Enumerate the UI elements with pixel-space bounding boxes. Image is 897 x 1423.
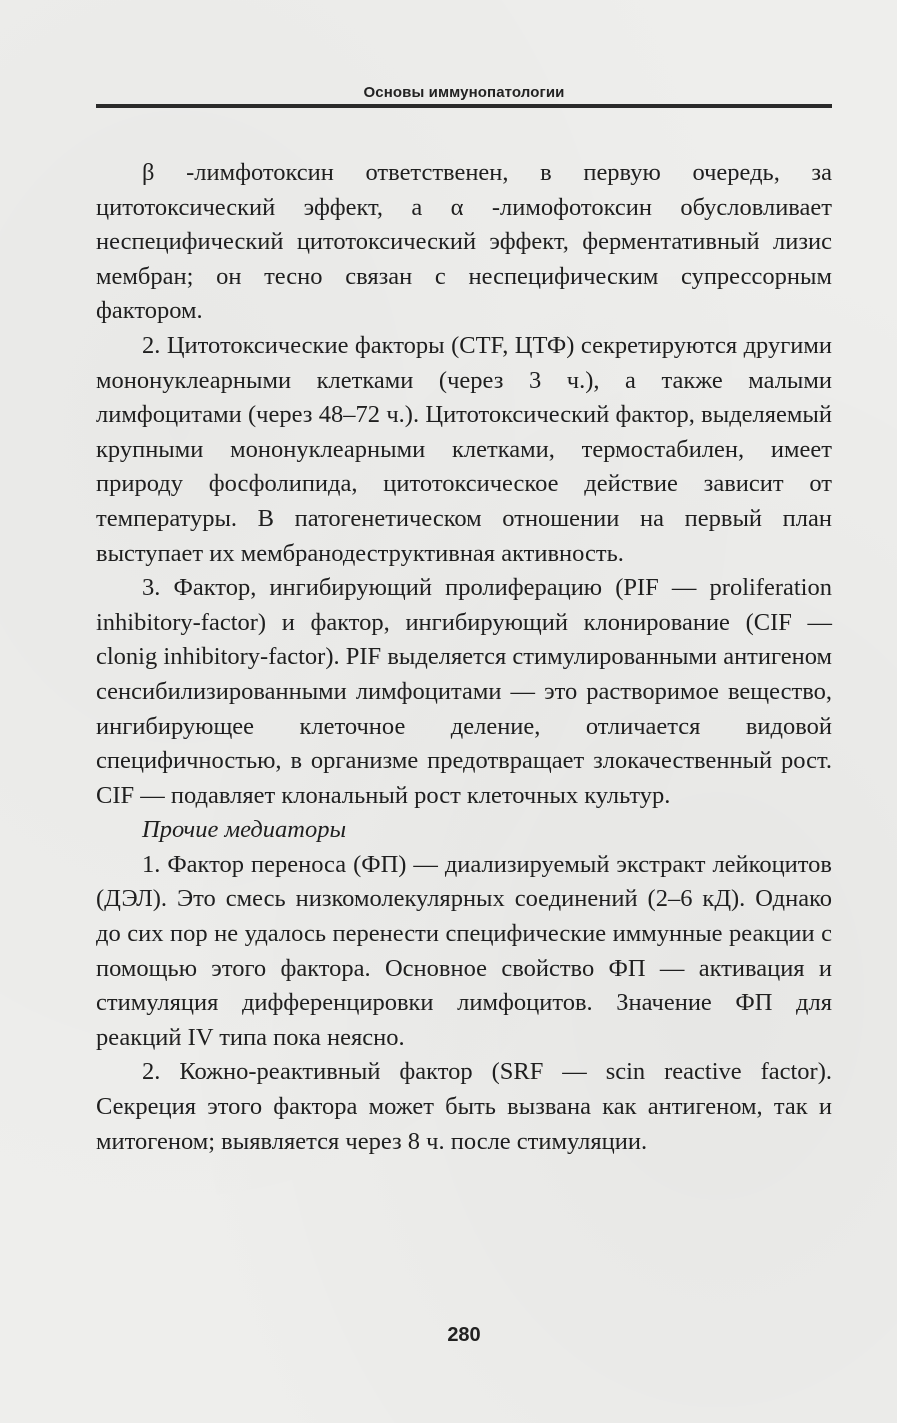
paragraph-transfer-factor: 1. Фактор переноса (ФП) — диализируемый экстракт лейкоцитов (ДЭЛ). Это смесь низкомолекулярных соединений (2–6 кД). Однако до сих пор не удалось перенести специфические иммунные реакции с помощью этого фактора. Основное свойство ФП — активация и стимуляция дифференцировки лимфоцитов. Значение ФП для реакций IV типа пока неясно. (96, 850, 832, 1051)
paragraph-lymphotoxin: β -лимфотоксин ответственен, в первую очередь, за цитотоксический эффект, а α -лимофотоксин обусловливает неспецифический цитотоксический эффект, ферментативный лизис мембран; он тесно связан с неспецифическим супрессорным фактором. (96, 159, 832, 325)
paragraph-pif-cif: 3. Фактор, ингибирующий пролиферацию (PIF — proliferation inhibitory-factor) и фактор, ингибирующий клонирование (CIF — clonig inhibitory-factor). PIF выделяется стимулированными антигеном сенсибилизированными лимфоцитами — это растворимое вещество, ингибирующее клеточное деление, отличается видовой специфичностью, в организме предотвращает злокачественный рост. CIF — подавляет клональный рост клеточных культур. (96, 574, 832, 809)
running-header: Основы иммунопатологии (363, 84, 565, 101)
paragraph-cytotoxic-factors: 2. Цитотоксические факторы (CTF, ЦТФ) секретируются другими мононуклеарными клетками (через 3 ч.), а также малыми лимфоцитами (через 48–72 ч.). Цитотоксический фактор, выделяемый крупными мононуклеарными клетками, термостабилен, имеет природу фосфолипида, цитотоксическое действие зависит от температуры. В патогенетическом отношении на первый план выступает их мембранодеструктивная активность. (96, 331, 832, 567)
section-subheading: Прочие медиаторы (142, 816, 347, 844)
page-number: 280 (447, 1324, 481, 1346)
body-text (96, 156, 832, 1159)
paragraph-skin-reactive-factor: 2. Кожно-реактивный фактор (SRF — scin reactive factor). Секреция этого фактора может быть вызвана как антигеном, так и митогеном; выявляется через 8 ч. после стимуляции. (96, 1058, 832, 1155)
header-rule (96, 104, 832, 108)
